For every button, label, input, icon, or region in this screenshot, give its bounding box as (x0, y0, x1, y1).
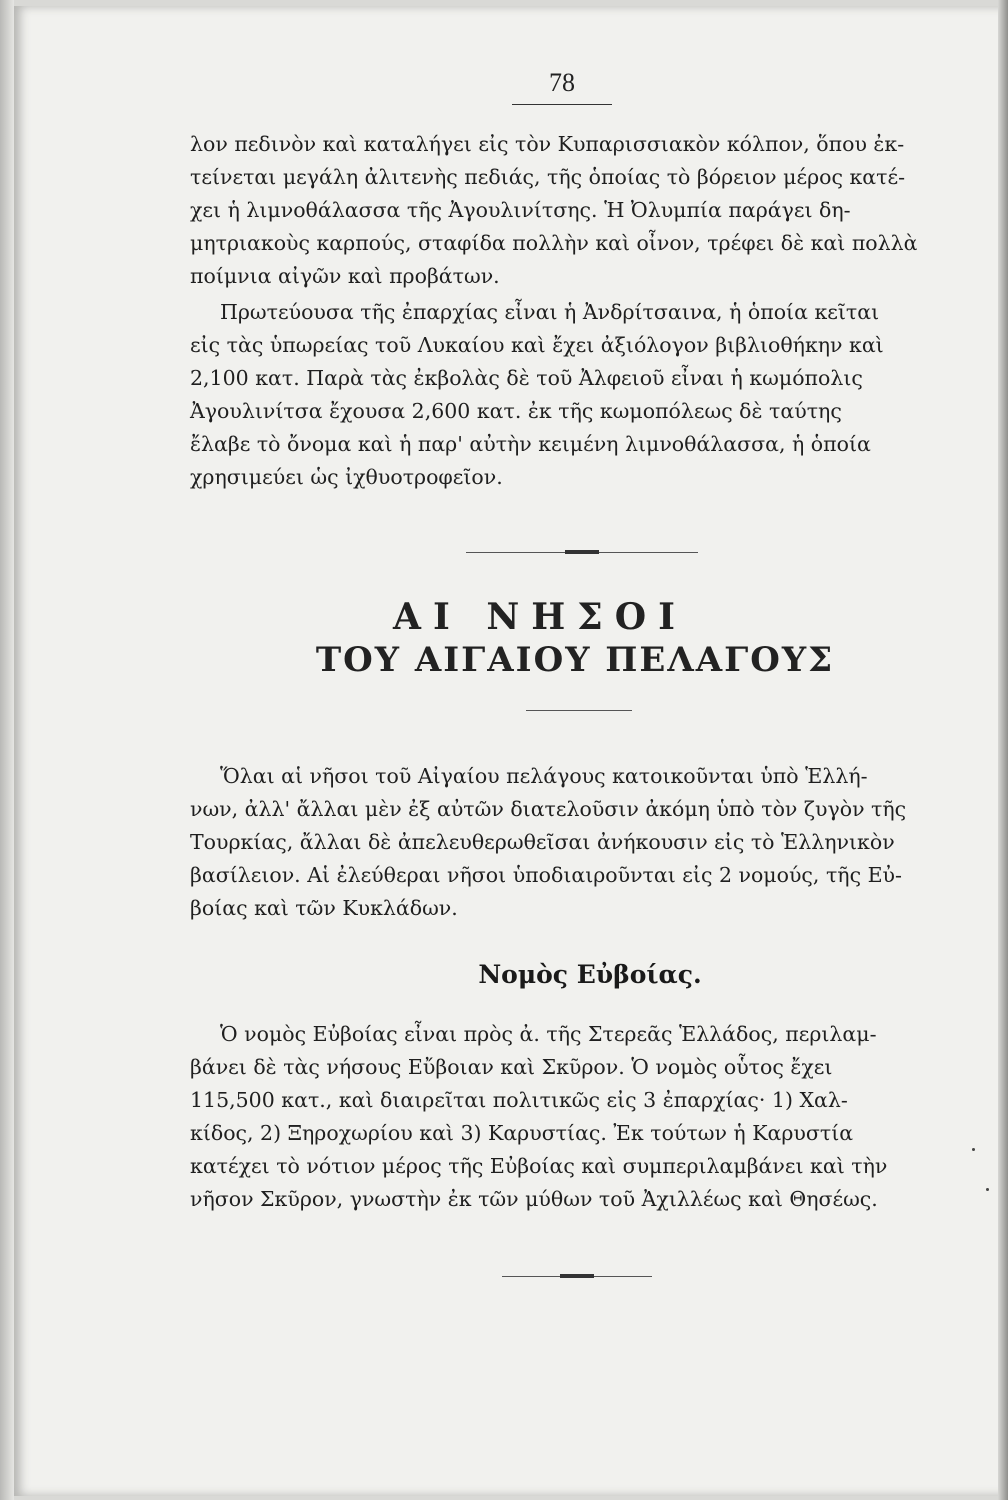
text-line: Ἀγουλινίτσα ἔχουσα 2,600 κατ. ἐκ τῆς κωμοπόλεως δὲ ταύτης (190, 399, 842, 423)
text-line: νων, ἀλλ' ἄλλαι μὲν ἐξ αὐτῶν διατελοῦσιν ἀκόμη ὑπὸ τὸν ζυγὸν τῆς (190, 797, 907, 821)
page-right-edge (998, 0, 1008, 1500)
text-line: νῆσον Σκῦρον, γνωστὴν ἐκ τῶν μύθων τοῦ Ἀχιλλέως καὶ Θησέως. (190, 1187, 878, 1211)
ink-speck (972, 1148, 975, 1151)
text-line: λον πεδινὸν καὶ καταλήγει εἰς τὸν Κυπαρισσιακὸν κόλπον, ὅπου ἐκ- (190, 132, 905, 156)
ink-speck (986, 1188, 989, 1191)
text-line: 115,500 κατ., καὶ διαιρεῖται πολιτικῶς εἰς 3 ἐπαρχίας· 1) Χαλ- (190, 1088, 848, 1112)
page-number: 78 (549, 68, 575, 97)
text-line: Ὁ νομὸς Εὐβοίας εἶναι πρὸς ἀ. τῆς Στερεᾶς Ἑλλάδος, περιλαμ- (220, 1022, 877, 1046)
text-line: Τουρκίας, ἄλλαι δὲ ἀπελευθερωθεῖσαι ἀνήκουσιν εἰς τὸ Ἑλληνικὸν (190, 830, 895, 854)
text-line: Ὅλαι αἱ νῆσοι τοῦ Αἰγαίου πελάγους κατοικοῦνται ὑπὸ Ἑλλή- (220, 764, 868, 788)
text-line: μητριακοὺς καρπούς, σταφίδα πολλὴν καὶ οἶνον, τρέφει δὲ καὶ πολλὰ (190, 231, 918, 255)
divider-ornament (565, 550, 599, 554)
text-line: χει ἡ λιμνοθάλασσα τῆς Ἀγουλινίτσης. Ἡ Ὀλυμπία παράγει δη- (190, 198, 851, 222)
text-line: βοίας καὶ τῶν Κυκλάδων. (190, 896, 458, 920)
text-line: ἔλαβε τὸ ὄνομα καὶ ἡ παρ' αὐτὴν κειμένη λιμνοθάλασσα, ἡ ὁποία (190, 432, 871, 456)
paragraph-andritsaina (190, 296, 980, 494)
text-line: τείνεται μεγάλη ἀλιτενὴς πεδιάς, τῆς ὁποίας τὸ βόρειον μέρος κατέ- (190, 165, 906, 189)
text-line: ποίμνια αἰγῶν καὶ προβάτων. (190, 264, 500, 288)
section-subtitle: ΤΟΥ ΑΙΓΑΙΟΥ ΠΕΛΑΓΟΥΣ (315, 640, 835, 680)
text-line: βάνει δὲ τὰς νήσους Εὔβοιαν καὶ Σκῦρον. Ὁ νομὸς οὗτος ἔχει (190, 1055, 833, 1079)
text-line: εἰς τὰς ὑπωρείας τοῦ Λυκαίου καὶ ἔχει ἀξιόλογον βιβλιοθήκην καὶ (190, 333, 884, 357)
paragraph-aegean-islands (190, 760, 990, 925)
section-heading: ΑΙ ΝΗΣΟΙ (393, 596, 687, 638)
page-binding-shadow (0, 0, 14, 1500)
text-line: χρησιμεύει ὡς ἰχθυοτροφεῖον. (190, 465, 503, 489)
text-line: 2,100 κατ. Παρὰ τὰς ἐκβολὰς δὲ τοῦ Ἀλφειοῦ εἶναι ἡ κωμόπολις (190, 366, 863, 390)
text-line: κατέχει τὸ νότιον μέρος τῆς Εὐβοίας καὶ συμπεριλαμβάνει καὶ τὴν (190, 1154, 888, 1178)
text-line: Πρωτεύουσα τῆς ἐπαρχίας εἶναι ἡ Ἀνδρίτσαινα, ἡ ὁποία κεῖται (220, 300, 880, 324)
page-number-underline (512, 104, 612, 105)
paragraph-olympia-continued (190, 128, 980, 293)
subsection-heading: Νομὸς Εὐβοίας. (478, 960, 702, 989)
text-line: βασίλειον. Αἱ ἐλεύθεραι νῆσοι ὑποδιαιροῦνται εἰς 2 νομούς, τῆς Εὐ- (190, 863, 902, 887)
heading-rule (526, 710, 632, 711)
paragraph-euboea-prefecture (190, 1018, 990, 1216)
closing-divider (502, 1276, 652, 1277)
section-divider (466, 552, 698, 553)
text-line: κίδος, 2) Ξηροχωρίου καὶ 3) Καρυστίας. Ἐκ τούτων ἡ Καρυστία (190, 1121, 854, 1145)
divider-ornament (560, 1274, 594, 1278)
